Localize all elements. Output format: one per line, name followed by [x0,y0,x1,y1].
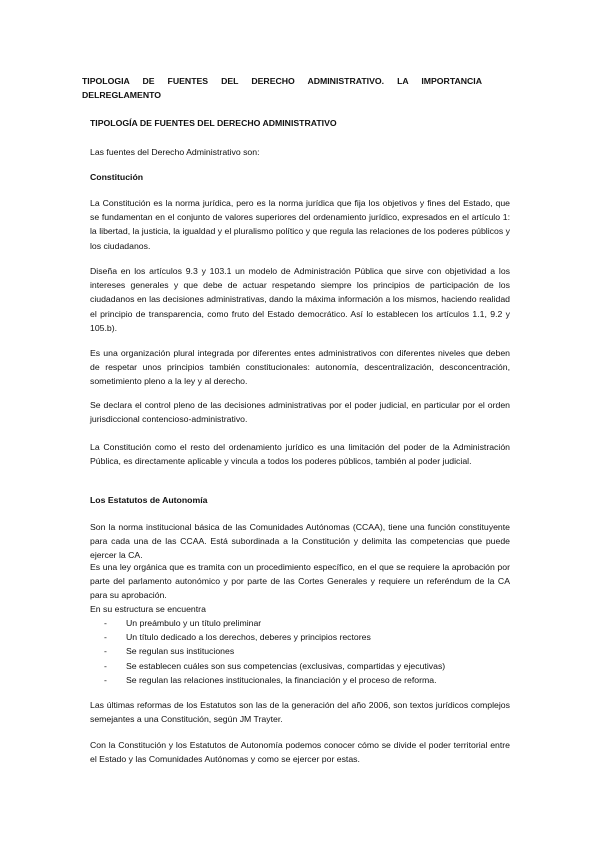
document-title: TIPOLOGIA DE FUENTES DEL DERECHO ADMINISTRATIVO. LA IMPORTANCIA DELREGLAMENTO [82,76,482,101]
estatutos-structure-list [90,616,510,687]
list-dash: - [104,674,107,685]
estatutos-paragraph-2: Es una ley orgánica que es tramita con un procedimiento específico, en el que se requiere la aprobación por parte del parlamento autonómico y por parte de las Cortes Generales y requiere un referéndum de la CA para su aprobación. [90,562,510,601]
constitucion-paragraph-5: La Constitución como el resto del ordenamiento jurídico es una limitación del poder de la Administración Pública, es directamente aplicable y vincula a todos los poderes públicos, también al poder judicial. [90,442,510,467]
list-item: - Se regulan sus instituciones [90,644,510,658]
list-dash: - [104,632,107,643]
intro-text: Las fuentes del Derecho Administrativo son: [90,147,260,157]
list-item: - Un título dedicado a los derechos, deberes y principios rectores [90,630,510,644]
list-item: - Un preámbulo y un título preliminar [90,616,510,630]
list-item: - Se establecen cuáles son sus competencias (exclusivas, compartidas y ejecutivas) [90,659,510,673]
estatutos-paragraph-5: Con la Constitución y los Estatutos de Autonomía podemos conocer cómo se divide el poder territorial entre el Estado y las Comunidades Autónomas y como se ejercer por estas. [90,740,510,765]
list-dash: - [104,660,107,671]
estatutos-paragraph-3: En su estructura se encuentra [90,604,206,614]
constitucion-paragraph-1: La Constitución es la norma jurídica, pero es la norma jurídica que fija los objetivos y fines del Estado, que se fundamentan en el conjunto de valores superiores del ordenamiento jurídico, expresados en el artículo 1: la libertad, la justicia, la igualdad y el pluralismo político y que regula las relaciones de los poderes públicos y los ciudadanos. [90,198,510,251]
constitucion-paragraph-4: Se declara el control pleno de las decisiones administrativas por el poder judicial, en particular por el orden jurisdiccional contencioso-administrativo. [90,400,510,425]
section-heading: TIPOLOGÍA DE FUENTES DEL DERECHO ADMINISTRATIVO [90,118,337,128]
estatutos-paragraph-4: Las últimas reformas de los Estatutos son las de la generación del año 2006, son textos jurídicos complejos semejantes a una Constitución, según JM Trayter. [90,700,510,725]
constitucion-paragraph-2: Diseña en los artículos 9.3 y 103.1 un modelo de Administración Pública que sirve con objetividad a los intereses generales y que debe de actuar respetando siempre los principios de participación de los ciudadanos en las decisiones administrativas, dando la máxima información a los mismos, haciendo realidad el principio de transparencia, como fruto del Estado democrático. Así lo establecen los artículos 1.1, 9.2 y 105.b). [90,266,510,333]
list-dash: - [104,618,107,628]
constitucion-paragraph-3: Es una organización plural integrada por diferentes entes administrativos con diferentes niveles que deben de respetar unos principios también constitucionales: autonomía, descentralización, desconcentración, sometimiento pleno a la ley y al derecho. [90,348,510,387]
estatutos-paragraph-1: Son la norma institucional básica de las Comunidades Autónomas (CCAA), tiene una función constituyente para cada una de las CCAA. Está subordinada a la Constitución y delimita las competencias que puede ejercer la CA. [90,522,510,561]
list-dash: - [104,646,107,657]
list-item: - Se regulan las relaciones institucionales, la financiación y el proceso de reforma. [90,673,510,687]
estatutos-heading: Los Estatutos de Autonomía [90,495,208,505]
constitucion-heading: Constitución [90,172,144,182]
